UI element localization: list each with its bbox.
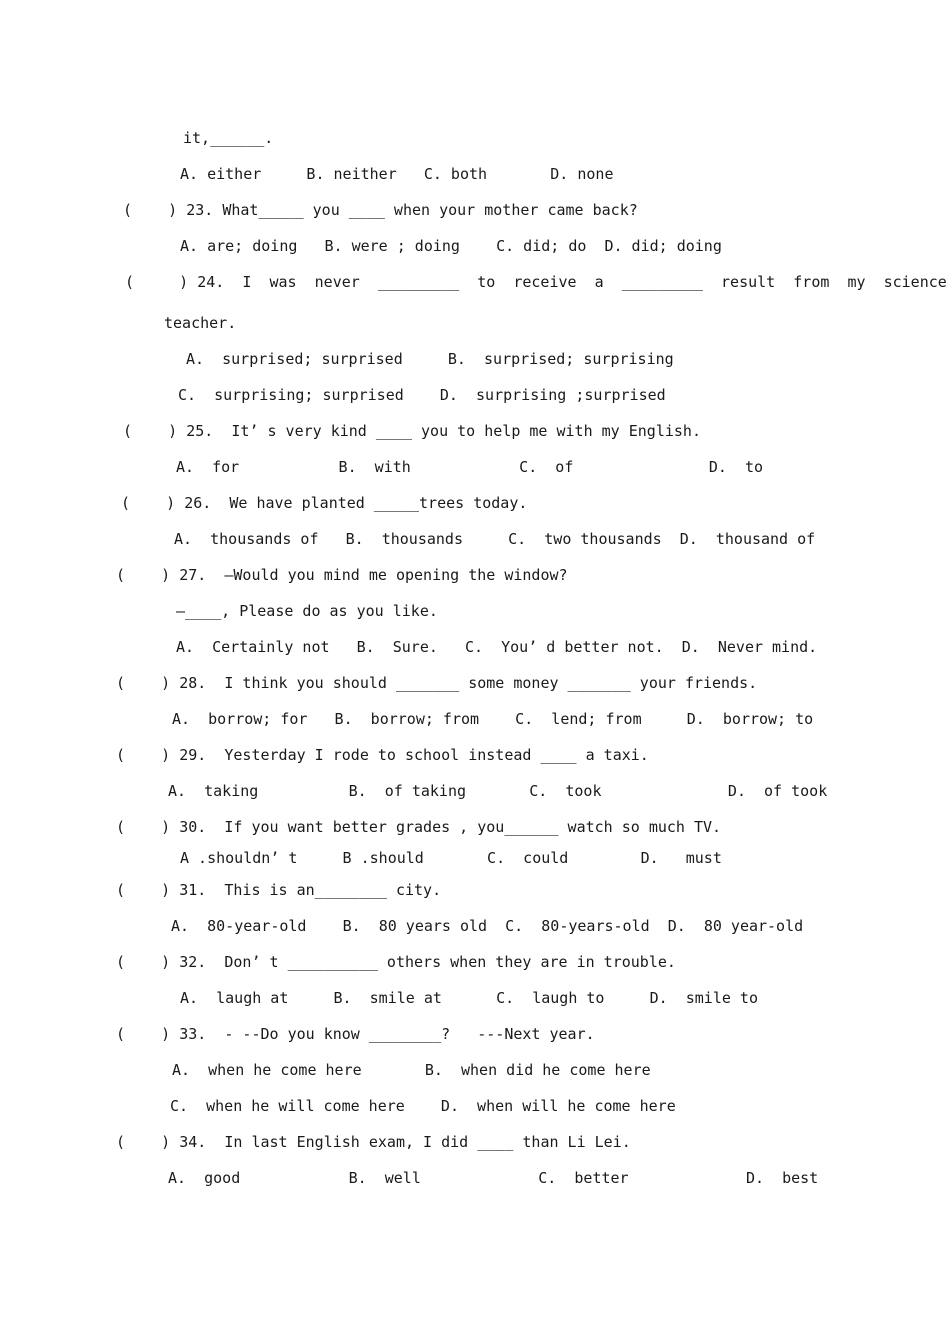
question-32-options: A. laugh at B. smile at C. laugh to D. smile to bbox=[180, 989, 758, 1007]
question-34-options: A. good B. well C. better D. best bbox=[168, 1169, 819, 1187]
question-28-options: A. borrow; for B. borrow; from C. lend; from D. borrow; to bbox=[172, 710, 814, 728]
question-33: ( ) 33. - --Do you know ________? ---Next year. bbox=[116, 1025, 595, 1043]
question-33-options-cd: C. when he will come here D. when will he come here bbox=[170, 1097, 676, 1115]
question-34: ( ) 34. In last English exam, I did ____ than Li Lei. bbox=[116, 1133, 631, 1151]
question-24-continuation: teacher. bbox=[164, 314, 237, 332]
question-27-options: A. Certainly not B. Sure. C. You’ d better not. D. Never mind. bbox=[176, 638, 818, 656]
question-31: ( ) 31. This is an________ city. bbox=[116, 881, 442, 899]
question-22-options: A. either B. neither C. both D. none bbox=[180, 165, 614, 183]
question-24: ( ) 24. I was never _________ to receive a _________ result from my science bbox=[125, 273, 947, 291]
question-30-options: A .shouldn’ t B .should C. could D. must bbox=[180, 849, 722, 867]
question-31-options: A. 80-year-old B. 80 years old C. 80-years-old D. 80 year-old bbox=[171, 917, 804, 935]
question-27: ( ) 27. —Would you mind me opening the window? bbox=[116, 566, 568, 584]
question-32: ( ) 32. Don’ t __________ others when they are in trouble. bbox=[116, 953, 676, 971]
question-25: ( ) 25. It’ s very kind ____ you to help me with my English. bbox=[123, 422, 701, 440]
question-26-options: A. thousands of B. thousands C. two thousands D. thousand of bbox=[174, 530, 816, 548]
question-25-options: A. for B. with C. of D. to bbox=[176, 458, 763, 476]
question-26: ( ) 26. We have planted _____trees today. bbox=[121, 494, 528, 512]
question-24-options-cd: C. surprising; surprised D. surprising ;surprised bbox=[178, 386, 666, 404]
question-29-options: A. taking B. of taking C. took D. of took bbox=[168, 782, 828, 800]
question-30: ( ) 30. If you want better grades , you______ watch so much TV. bbox=[116, 818, 722, 836]
question-22-continuation: it,______. bbox=[183, 129, 274, 147]
question-29: ( ) 29. Yesterday I rode to school instead ____ a taxi. bbox=[116, 746, 649, 764]
question-33-options-ab: A. when he come here B. when did he come here bbox=[172, 1061, 651, 1079]
question-28: ( ) 28. I think you should _______ some money _______ your friends. bbox=[116, 674, 758, 692]
question-23-options: A. are; doing B. were ; doing C. did; do D. did; doing bbox=[180, 237, 722, 255]
question-23: ( ) 23. What_____ you ____ when your mother came back? bbox=[123, 201, 638, 219]
question-27-reply: —____, Please do as you like. bbox=[176, 602, 438, 620]
question-24-options-ab: A. surprised; surprised B. surprised; surprising bbox=[186, 350, 674, 368]
